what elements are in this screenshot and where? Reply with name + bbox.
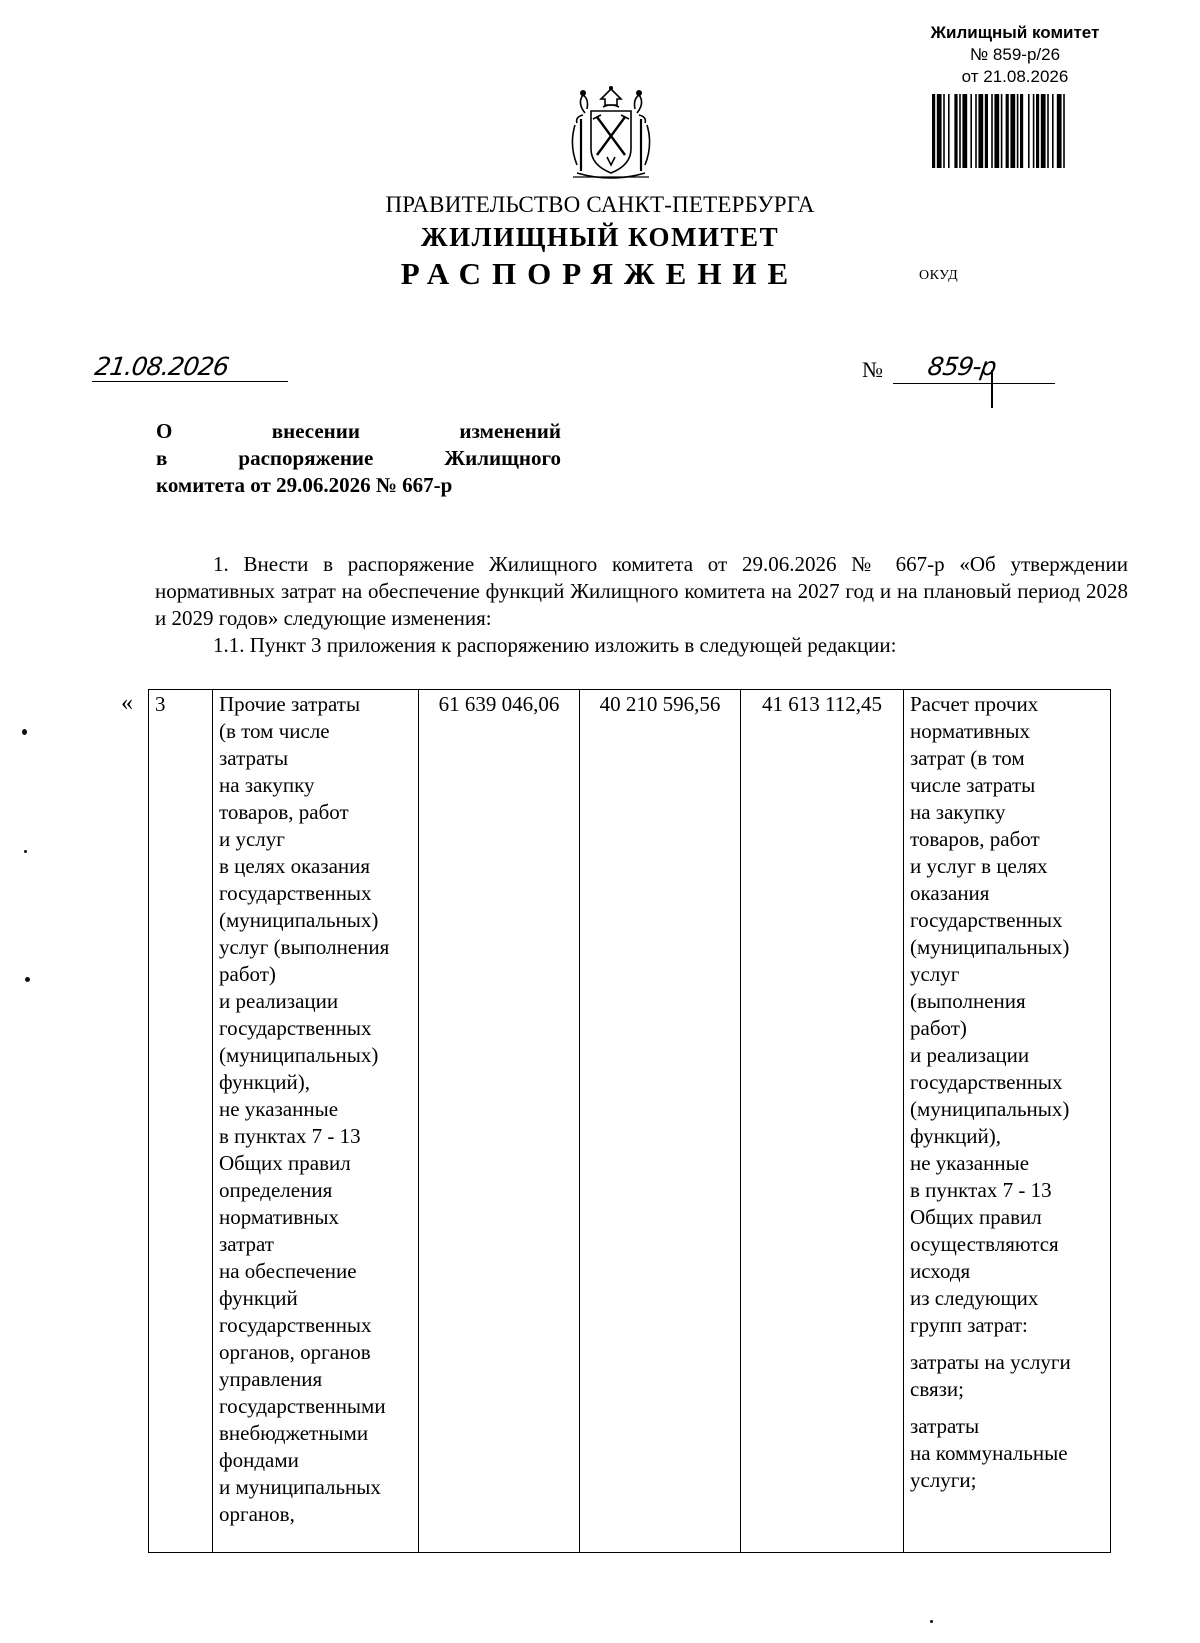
method-item-utilities [910, 1413, 1104, 1494]
cell-text-line: на коммунальные [910, 1441, 1068, 1465]
cell-text-line: Прочие затраты [219, 692, 361, 716]
barcode-bar [985, 94, 988, 168]
amount-2028: 40 210 596,56 [599, 692, 721, 716]
cell-text-line: не указанные [910, 1151, 1030, 1175]
paragraph-1: 1. Внести в распоряжение Жилищного комитета от 29.06.2026 № 667-р «Об утверждении нормативных затрат на обеспечение функций Жилищного комитета на 2027 год и на плановый период 2028 и 2029 годов» следующие изменения: [155, 552, 1128, 630]
cell-text-line: внебюджетными [219, 1421, 369, 1445]
barcode-bar [1001, 94, 1003, 168]
amount-2027: 61 639 046,06 [438, 692, 560, 716]
calculation-method-cell [904, 690, 1111, 1553]
cell-text-line: оказания [910, 881, 990, 905]
cell-text-line: работ) [910, 1016, 967, 1040]
cell-text-line: органов, [219, 1502, 295, 1526]
barcode-bar [959, 94, 961, 168]
government-title: ПРАВИТЕЛЬСТВО САНКТ-ПЕТЕРБУРГА [385, 192, 815, 217]
barcode-bar [1036, 94, 1039, 168]
cell-text-line: (выполнения [910, 989, 1026, 1013]
cell-text-line: затраты [219, 746, 289, 770]
barcode-bar [1020, 94, 1023, 168]
cost-name-text [219, 691, 412, 1528]
cell-text-line: товаров, работ [219, 800, 349, 824]
cell-text-line: государственных [219, 1313, 372, 1337]
barcode-bar [948, 94, 950, 168]
barcode-bar [1041, 94, 1046, 168]
scan-speck [22, 729, 27, 735]
cell-text-line: услуг [910, 962, 960, 986]
registration-stamp [905, 22, 1125, 88]
cell-text-line: затрат [219, 1232, 274, 1256]
cell-text-line: Общих правил [219, 1151, 351, 1175]
cell-text-line: определения [219, 1178, 333, 1202]
cell-text-line: нормативных [910, 719, 1031, 743]
cell-text-line: затрат (в том [910, 746, 1025, 770]
cell-text-line: из следующих [910, 1286, 1039, 1310]
cell-text-line: и муниципальных [219, 1475, 381, 1499]
cell-text-line: и услуг в целях [910, 854, 1048, 878]
stamp-number: № 859-р/26 [969, 45, 1061, 64]
committee-title: ЖИЛИЩНЫЙ КОМИТЕТ [420, 222, 780, 252]
scan-speck [25, 977, 30, 982]
number-underline [893, 383, 1055, 384]
barcode-bar [937, 94, 942, 168]
number-sign: № [862, 357, 883, 382]
subject-line-3: комитета от 29.06.2026 № 667-р [156, 473, 453, 497]
barcode-bar [932, 94, 935, 168]
table-row [149, 690, 1111, 1553]
cell-text-line: на закупку [219, 773, 315, 797]
cell-text-line: на обеспечение [219, 1259, 357, 1283]
row-number-cell: 3 [149, 690, 213, 1553]
handwritten-date: 21.08.2026 [92, 352, 231, 381]
barcode-bar [962, 94, 967, 168]
cell-text-line: государственных [910, 908, 1063, 932]
cell-text-line: (муниципальных) [910, 1097, 1070, 1121]
cell-text-line: в пунктах 7 - 13 [219, 1124, 361, 1148]
opening-quote: « [121, 690, 133, 716]
cell-text-line: органов, органов [219, 1340, 371, 1364]
stamp-date: от 21.08.2026 [961, 67, 1069, 86]
cell-text-line: управления [219, 1367, 323, 1391]
cost-name-cell [213, 690, 419, 1553]
cell-text-line: функций [219, 1286, 298, 1310]
calculation-method-text [910, 691, 1104, 1339]
cell-text-line: (муниципальных) [910, 935, 1070, 959]
cell-text-line: Общих правил [910, 1205, 1042, 1229]
barcode-bar [975, 94, 977, 168]
document-type-title: РАСПОРЯЖЕНИЕ [400, 256, 800, 291]
method-item-communications [910, 1349, 1104, 1403]
amount-2029-cell [741, 690, 904, 1553]
cell-text-line: на закупку [910, 800, 1006, 824]
cell-text-line: исходя [910, 1259, 971, 1283]
cell-text-line: числе затраты [910, 773, 1036, 797]
cell-text-line: функций), [910, 1124, 1001, 1148]
barcode-bar [978, 94, 983, 168]
cell-text-line: групп затрат: [910, 1313, 1028, 1337]
document-subject [156, 418, 561, 499]
cell-text-line: в пунктах 7 - 13 [910, 1178, 1052, 1202]
scan-speck [24, 850, 27, 853]
cell-text-line: (муниципальных) [219, 908, 379, 932]
amount-2028-cell [580, 690, 741, 1553]
handwritten-number: 859-р [925, 352, 998, 381]
amount-2027-cell [419, 690, 580, 1553]
barcode-bar [991, 94, 993, 168]
barcode-bar [994, 94, 999, 168]
cell-text-line: фондами [219, 1448, 299, 1472]
subject-line-2: в распоряжение Жилищного [156, 446, 561, 470]
coat-of-arms-emblem [563, 85, 659, 185]
cell-text-line: работ) [219, 962, 276, 986]
cell-text-line: в целях оказания [219, 854, 371, 878]
cell-text-line: и реализации [910, 1043, 1030, 1067]
barcode-bar [1063, 94, 1065, 168]
scan-speck [930, 1620, 933, 1623]
barcode-bar [1028, 94, 1030, 168]
cell-text-line: государственных [910, 1070, 1063, 1094]
cost-table [148, 689, 1111, 1553]
date-underline [92, 381, 288, 382]
barcode-bar [1010, 94, 1015, 168]
handwriting-stroke [991, 370, 993, 408]
amount-2029: 41 613 112,45 [762, 692, 882, 716]
cell-text-line: затраты на услуги [910, 1350, 1071, 1374]
barcode-bar [1033, 94, 1035, 168]
cell-text-line: и реализации [219, 989, 339, 1013]
barcode-bar [970, 94, 972, 168]
cell-text-line: затраты [910, 1414, 980, 1438]
cell-text-line: услуг (выполнения [219, 935, 390, 959]
barcode-bar [943, 94, 945, 168]
cell-text-line: (муниципальных) [219, 1043, 379, 1067]
cell-text-line: государственными [219, 1394, 386, 1418]
barcode-bar [1006, 94, 1009, 168]
cell-text-line: Расчет прочих [910, 692, 1039, 716]
cell-text-line: не указанные [219, 1097, 339, 1121]
barcode-bar [1047, 94, 1049, 168]
cell-text-line: услуги; [910, 1468, 977, 1492]
cell-text-line: и услуг [219, 827, 285, 851]
stamp-org: Жилищный комитет [930, 23, 1100, 42]
cell-text-line: (в том числе [219, 719, 330, 743]
okud-label: ОКУД [919, 268, 959, 283]
cell-text-line: государственных [219, 1016, 372, 1040]
subject-line-1: О внесении изменений [156, 419, 561, 443]
barcode-bar [954, 94, 957, 168]
cell-text-line: государственных [219, 881, 372, 905]
cell-text-line: функций), [219, 1070, 310, 1094]
barcode-bar [1052, 94, 1054, 168]
cell-text-line: нормативных [219, 1205, 340, 1229]
barcode-image [932, 94, 1120, 168]
barcode-bar [1017, 94, 1019, 168]
cell-text-line: осуществляются [910, 1232, 1059, 1256]
document-body [155, 551, 1128, 659]
paragraph-1-1: 1.1. Пункт 3 приложения к распоряжению изложить в следующей редакции: [213, 633, 897, 657]
barcode-bar [1057, 94, 1062, 168]
cell-text-line: связи; [910, 1377, 964, 1401]
cell-text-line: товаров, работ [910, 827, 1040, 851]
